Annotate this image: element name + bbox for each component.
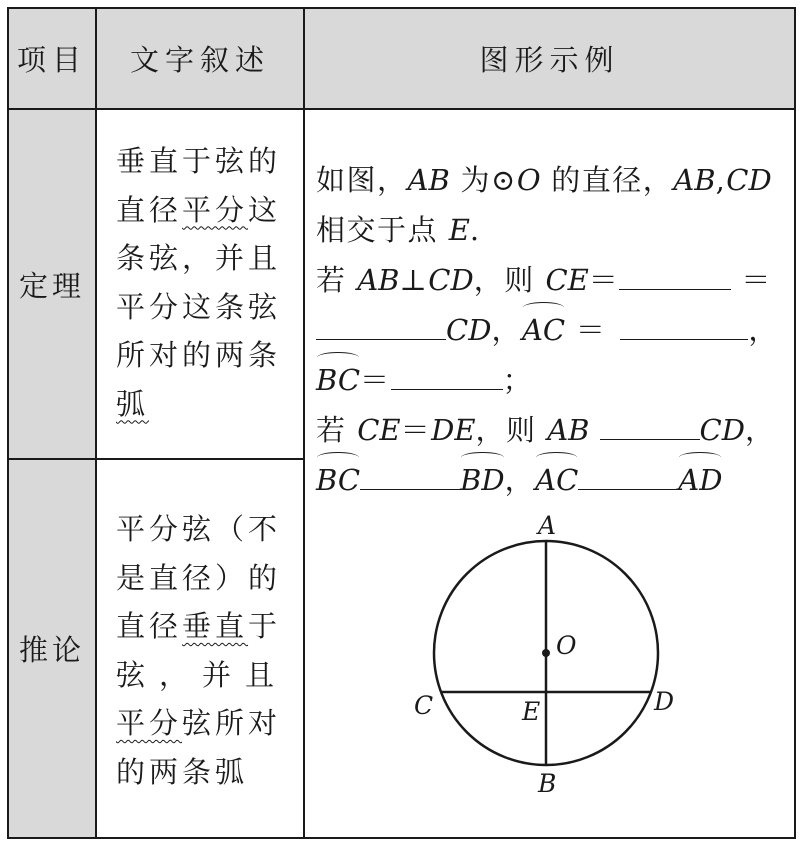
- example-line-5: BC＝ ；: [316, 355, 796, 405]
- desc-line: 直径平分这: [116, 192, 282, 227]
- label-c: C: [414, 691, 434, 720]
- header-description: 文字叙述: [96, 8, 304, 109]
- label-e: E: [522, 697, 541, 726]
- answer-blank[interactable]: [578, 461, 678, 490]
- wavy-emphasis: 平分: [116, 706, 183, 740]
- row-corollary-label: 推论: [8, 459, 96, 838]
- answer-blank[interactable]: [620, 311, 748, 340]
- header-figure-example: 图形示例: [304, 8, 795, 109]
- example-line-1: 如图，AB 为⊙O 的直径，AB,CD: [316, 163, 772, 197]
- label-d: D: [654, 687, 675, 716]
- answer-blank[interactable]: [360, 461, 460, 490]
- arc-symbol: BD: [460, 455, 505, 505]
- desc-line: 平分这条弦: [116, 289, 282, 324]
- arc-symbol: AD: [678, 455, 722, 505]
- example-line-2: 相交于点 E.: [316, 213, 481, 247]
- desc-line: 条弦，并且: [116, 241, 282, 275]
- label-o: O: [556, 631, 577, 660]
- border-col-2: [303, 7, 305, 839]
- label-a: A: [538, 511, 557, 540]
- example-line-6: 若 CE＝DE，则 AB CD，: [316, 413, 776, 447]
- border-right: [794, 7, 796, 839]
- desc-line: 是直径）的: [116, 560, 282, 595]
- center-point: [542, 649, 550, 657]
- example-text: [316, 155, 796, 505]
- wavy-emphasis: 平分: [182, 192, 249, 227]
- desc-line: 平分弦所对: [116, 706, 282, 740]
- example-line-3: 若 AB⊥CD，则 CE＝ ＝: [316, 263, 772, 297]
- corollary-description: [116, 505, 296, 796]
- desc-line: 垂直于弦的: [116, 144, 282, 178]
- answer-blank[interactable]: [391, 361, 503, 390]
- arc-symbol: BC: [316, 455, 360, 505]
- desc-line: 的两条弧: [116, 754, 249, 789]
- desc-line: [116, 380, 296, 429]
- arc-symbol: AC: [535, 455, 578, 505]
- desc-line: 平分弦（不: [116, 512, 282, 546]
- border-bottom: [8, 837, 796, 839]
- header-item: 项目: [8, 8, 96, 109]
- border-top: [8, 7, 796, 9]
- theorem-description: [116, 137, 296, 428]
- wavy-emphasis: 弧: [116, 386, 150, 421]
- desc-line: 所对的两条: [116, 338, 282, 372]
- border-col-1: [95, 7, 97, 839]
- answer-blank[interactable]: [316, 311, 446, 340]
- desc-line: 直径垂直于: [116, 609, 282, 643]
- row-theorem-label: 定理: [8, 109, 96, 459]
- example-line-4: CD，AC ＝ ，: [316, 305, 796, 355]
- label-b: B: [538, 769, 557, 798]
- wavy-emphasis: 垂直: [182, 609, 249, 643]
- answer-blank[interactable]: [600, 411, 700, 440]
- circle-figure: [400, 508, 700, 804]
- arc-symbol: AC: [522, 305, 565, 355]
- example-line-7: BC BD，AC AD: [316, 455, 796, 505]
- border-left: [7, 7, 9, 839]
- arc-symbol: BC: [316, 355, 360, 405]
- border-row-split: [8, 458, 304, 460]
- desc-line: 弦，并且: [116, 657, 289, 692]
- answer-blank[interactable]: [619, 261, 731, 290]
- border-header-bottom: [8, 108, 796, 110]
